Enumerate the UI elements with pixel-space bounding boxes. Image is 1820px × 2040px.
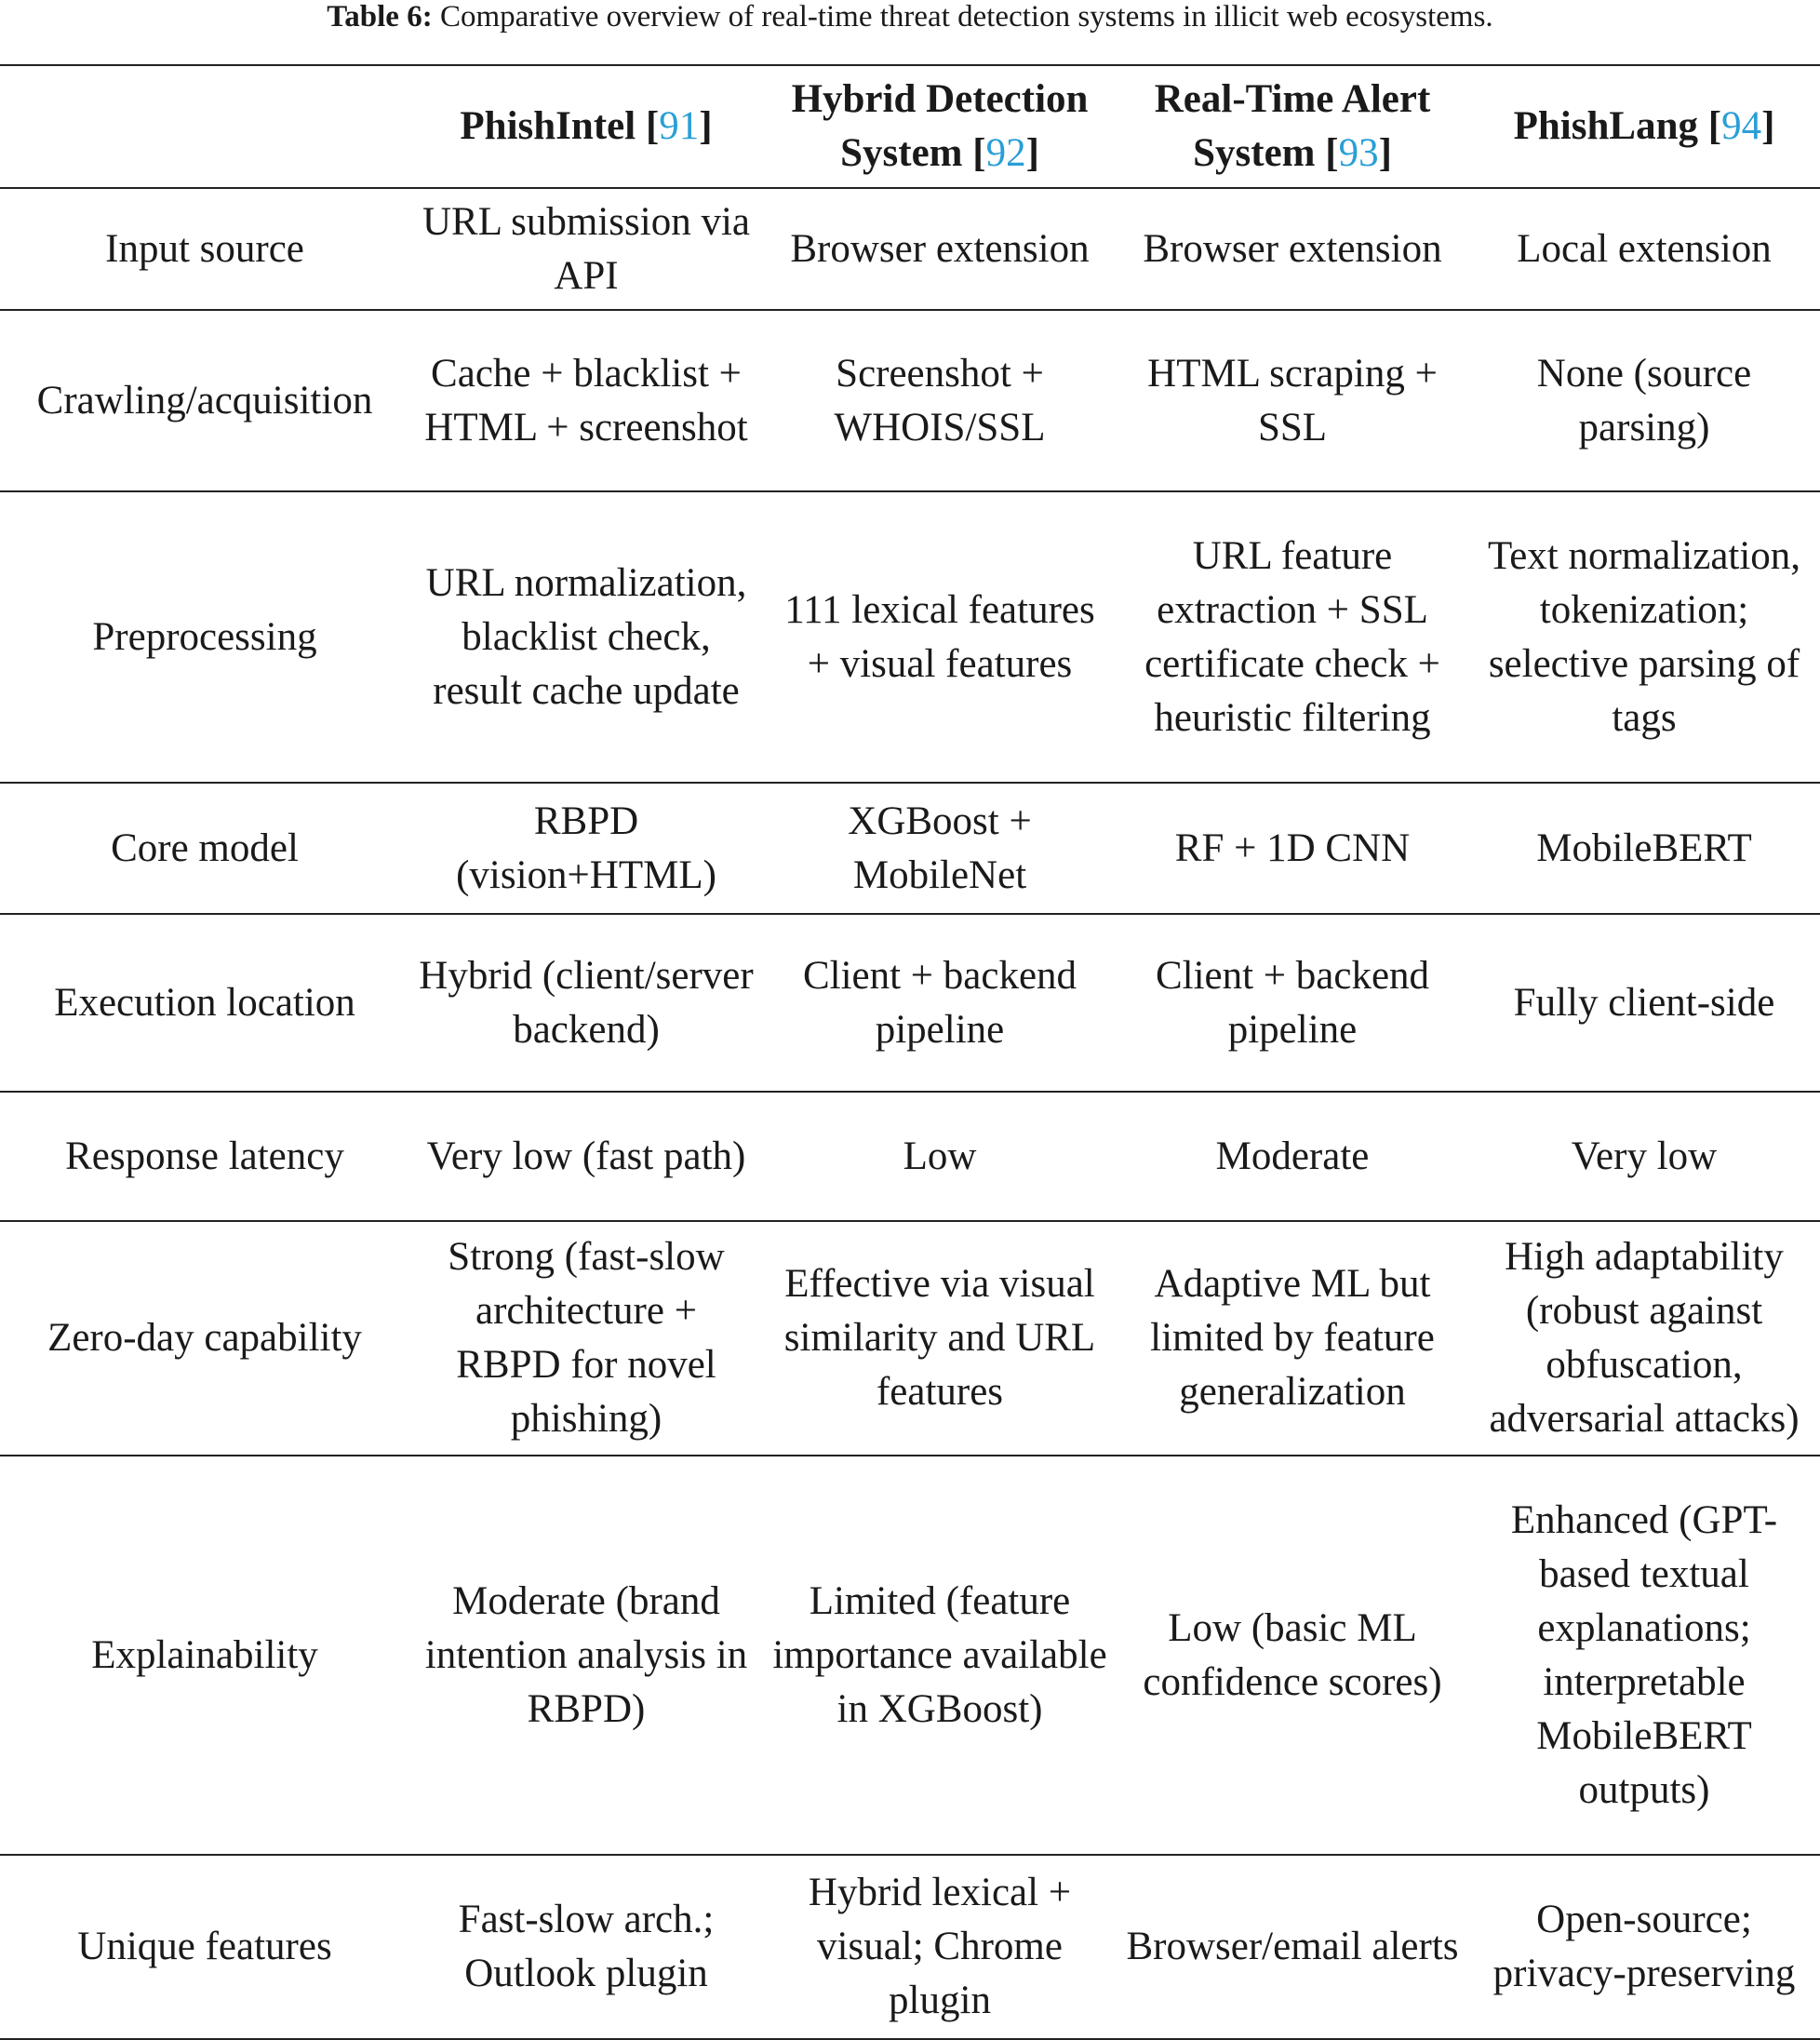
table-cell: Limited (feature importance available in XGBoost) [763, 1456, 1117, 1855]
table-cell: Effective via visual similarity and URL features [763, 1221, 1117, 1456]
row-label: Execution location [0, 914, 409, 1092]
table-cell: Moderate [1117, 1092, 1468, 1221]
table-cell: Low [763, 1092, 1117, 1221]
table-row [0, 491, 1820, 783]
caption-text: Comparative overview of real-time threat detection systems in illicit web ecosystems. [432, 0, 1493, 34]
table-row [0, 188, 1820, 310]
citation-link[interactable]: 93 [1338, 131, 1379, 175]
citation-link[interactable]: 91 [659, 104, 700, 148]
table-cell: MobileBERT [1468, 783, 1820, 914]
table-cell: Adaptive ML but limited by feature generalization [1117, 1221, 1468, 1456]
table-cell: URL feature extraction + SSL certificate check + heuristic filtering [1117, 491, 1468, 783]
table-cell: 111 lexical features + visual features [763, 491, 1117, 783]
table-cell: Low (basic ML confidence scores) [1117, 1456, 1468, 1855]
table-cell: RBPD (vision+HTML) [409, 783, 763, 914]
header-name: Real-Time Alert System [1154, 77, 1431, 175]
row-label: Unique features [0, 1855, 409, 2039]
table-cell: Browser extension [763, 188, 1117, 310]
table-row [0, 1092, 1820, 1221]
table-cell: URL submission via API [409, 188, 763, 310]
table-cell: Strong (fast-slow architecture + RBPD for novel phishing) [409, 1221, 763, 1456]
table-row [0, 310, 1820, 491]
table-cell: Client + backend pipeline [1117, 914, 1468, 1092]
table-cell: Local extension [1468, 188, 1820, 310]
table-cell: URL normalization, blacklist check, result cache update [409, 491, 763, 783]
table-cell: None (source parsing) [1468, 310, 1820, 491]
row-label: Response latency [0, 1092, 409, 1221]
table-cell: Open-source; privacy-preserving [1468, 1855, 1820, 2039]
header-empty [0, 65, 409, 188]
table-row [0, 914, 1820, 1092]
table-cell: Browser/email alerts [1117, 1855, 1468, 2039]
row-label: Core model [0, 783, 409, 914]
row-label: Input source [0, 188, 409, 310]
header-name: Hybrid Detection System [791, 77, 1089, 175]
table-cell: Hybrid lexical + visual; Chrome plugin [763, 1855, 1117, 2039]
comparison-table [0, 64, 1820, 2040]
table-cell: XGBoost + MobileNet [763, 783, 1117, 914]
table-cell: Very low [1468, 1092, 1820, 1221]
table-cell: Client + backend pipeline [763, 914, 1117, 1092]
header-hybrid-detection: Hybrid Detection System [92] [763, 65, 1117, 188]
header-phishintel: PhishIntel [91] [409, 65, 763, 188]
citation-link[interactable]: 92 [985, 131, 1026, 175]
header-row [0, 65, 1820, 188]
row-label: Crawling/acquisition [0, 310, 409, 491]
table-cell: Enhanced (GPT-based textual explanations; interpretable MobileBERT outputs) [1468, 1456, 1820, 1855]
table-row [0, 1221, 1820, 1456]
table-cell: Text normalization, tokenization; selective parsing of tags [1468, 491, 1820, 783]
table-cell: Moderate (brand intention analysis in RBPD) [409, 1456, 763, 1855]
table-cell: Very low (fast path) [409, 1092, 763, 1221]
table-row [0, 1456, 1820, 1855]
row-label: Zero-day capability [0, 1221, 409, 1456]
table-caption [0, 0, 1820, 41]
table-cell: Screenshot + WHOIS/SSL [763, 310, 1117, 491]
citation-link[interactable]: 94 [1721, 104, 1762, 148]
table-cell: RF + 1D CNN [1117, 783, 1468, 914]
header-name: PhishLang [1513, 104, 1698, 148]
header-real-time-alert: Real-Time Alert System [93] [1117, 65, 1468, 188]
table-cell: High adaptability (robust against obfuscation, adversarial attacks) [1468, 1221, 1820, 1456]
table-cell: Hybrid (client/server backend) [409, 914, 763, 1092]
caption-label: Table 6: [327, 0, 433, 34]
table-cell: Fully client-side [1468, 914, 1820, 1092]
table-row [0, 1855, 1820, 2039]
table-cell: Fast-slow arch.; Outlook plugin [409, 1855, 763, 2039]
table-cell: HTML scraping + SSL [1117, 310, 1468, 491]
table-cell: Cache + blacklist + HTML + screenshot [409, 310, 763, 491]
header-name: PhishIntel [460, 104, 636, 148]
table-row [0, 783, 1820, 914]
row-label: Preprocessing [0, 491, 409, 783]
table-cell: Browser extension [1117, 188, 1468, 310]
header-phishlang: PhishLang [94] [1468, 65, 1820, 188]
row-label: Explainability [0, 1456, 409, 1855]
